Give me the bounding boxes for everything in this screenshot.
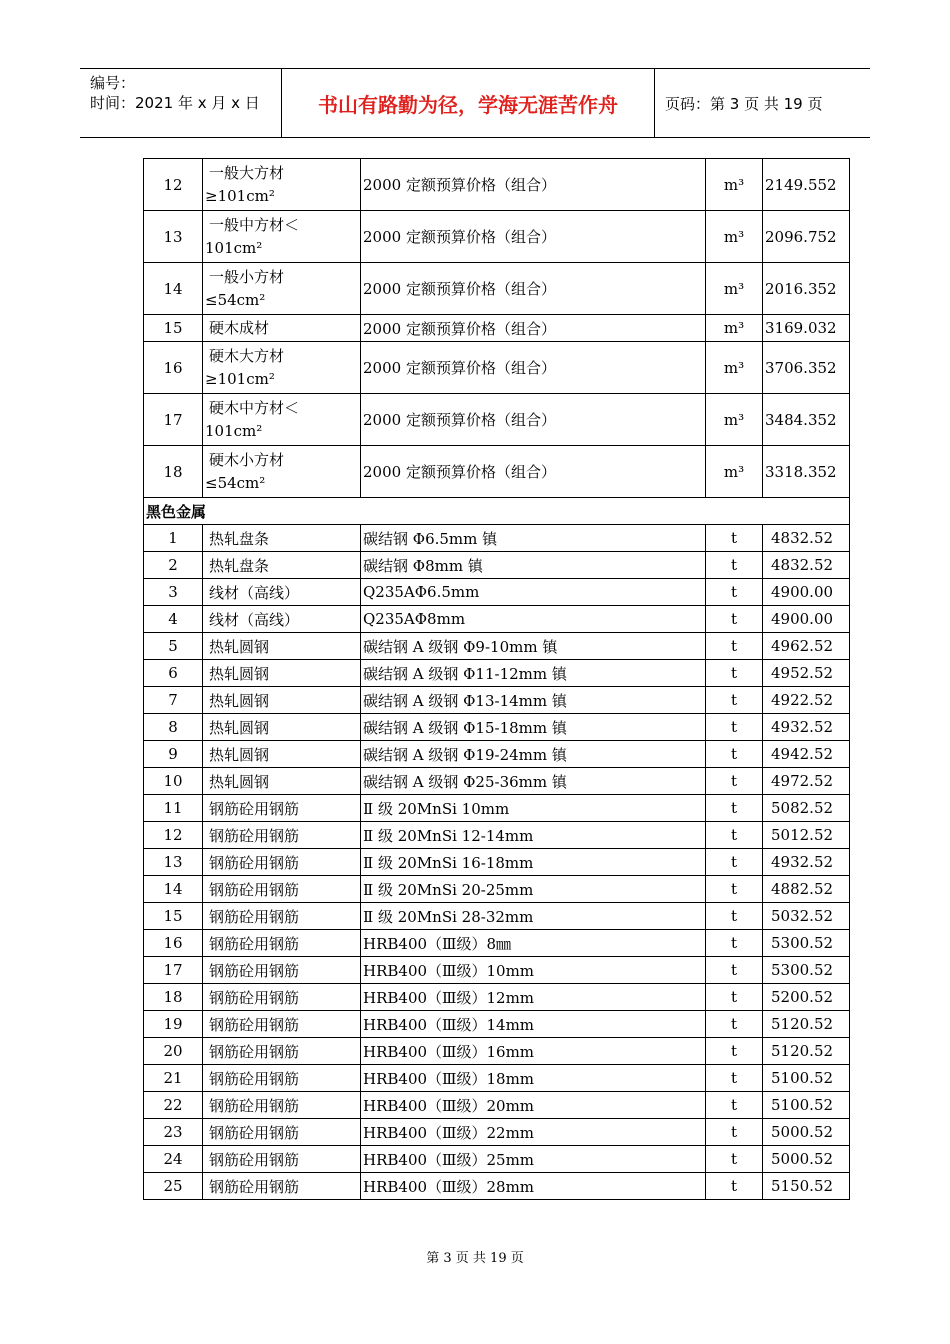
table-row: [144, 957, 850, 984]
material-unit: t: [706, 633, 763, 660]
material-unit: t: [706, 1011, 763, 1038]
material-price: 5100.52: [763, 1092, 850, 1119]
table-row: [144, 1119, 850, 1146]
table-row: [144, 687, 850, 714]
table-row: [144, 849, 850, 876]
table-row: [144, 822, 850, 849]
material-spec: Ⅱ 级 20MnSi 12-14mm: [361, 822, 706, 849]
row-number: 4: [144, 606, 203, 633]
table-row: [144, 579, 850, 606]
material-name-line2: 101cm²: [205, 238, 263, 257]
material-name: 热轧盘条: [203, 552, 361, 579]
material-spec: 2000 定额预算价格（组合）: [361, 342, 706, 394]
table-row: [144, 633, 850, 660]
material-unit: m³: [706, 211, 763, 263]
material-name: 热轧圆钢: [203, 768, 361, 795]
material-spec: HRB400（Ⅲ级）18mm: [361, 1065, 706, 1092]
material-spec: HRB400（Ⅲ级）8㎜: [361, 930, 706, 957]
material-name-line1: 硬木大方材: [209, 346, 285, 365]
material-spec: 2000 定额预算价格（组合）: [361, 315, 706, 342]
material-unit: m³: [706, 263, 763, 315]
table-row: [144, 525, 850, 552]
material-spec: HRB400（Ⅲ级）16mm: [361, 1038, 706, 1065]
material-spec: 碳结钢 A 级钢 Φ15-18mm 镇: [361, 714, 706, 741]
material-price: 4900.00: [763, 579, 850, 606]
material-price: 5032.52: [763, 903, 850, 930]
row-number: 14: [144, 263, 203, 315]
material-name: 热轧圆钢: [203, 660, 361, 687]
material-spec: 2000 定额预算价格（组合）: [361, 394, 706, 446]
row-number: 13: [144, 849, 203, 876]
material-unit: t: [706, 1038, 763, 1065]
material-name-line2: 101cm²: [205, 421, 263, 440]
material-unit: t: [706, 660, 763, 687]
material-name-line2: ≤54cm²: [205, 290, 266, 309]
material-price: 5120.52: [763, 1038, 850, 1065]
row-number: 5: [144, 633, 203, 660]
material-price: 5120.52: [763, 1011, 850, 1038]
material-spec: Ⅱ 级 20MnSi 20-25mm: [361, 876, 706, 903]
material-name-line1: 硬木成材: [209, 318, 270, 337]
row-number: 15: [144, 315, 203, 342]
row-number: 10: [144, 768, 203, 795]
table-row: [144, 795, 850, 822]
material-spec: 碳结钢 A 级钢 Φ11-12mm 镇: [361, 660, 706, 687]
row-number: 2: [144, 552, 203, 579]
row-number: 23: [144, 1119, 203, 1146]
material-name: [203, 394, 361, 446]
material-unit: m³: [706, 159, 763, 211]
header-left: [80, 69, 282, 137]
table-row: [144, 159, 850, 211]
material-spec: HRB400（Ⅲ级）22mm: [361, 1119, 706, 1146]
material-name-line1: 一般大方材: [209, 163, 285, 182]
material-spec: 碳结钢 Φ8mm 镇: [361, 552, 706, 579]
table-row: [144, 1011, 850, 1038]
row-number: 8: [144, 714, 203, 741]
material-name: 钢筋砼用钢筋: [203, 1065, 361, 1092]
material-spec: 碳结钢 A 级钢 Φ25-36mm 镇: [361, 768, 706, 795]
material-unit: t: [706, 687, 763, 714]
table-row: [144, 1092, 850, 1119]
row-number: 16: [144, 930, 203, 957]
material-name-line1: 一般小方材: [209, 267, 285, 286]
material-spec: HRB400（Ⅲ级）28mm: [361, 1173, 706, 1200]
material-spec: 2000 定额预算价格（组合）: [361, 263, 706, 315]
material-name: [203, 159, 361, 211]
material-spec: 碳结钢 Φ6.5mm 镇: [361, 525, 706, 552]
material-unit: t: [706, 1065, 763, 1092]
table-row: [144, 714, 850, 741]
material-unit: t: [706, 822, 763, 849]
price-table: [143, 158, 850, 1200]
material-unit: t: [706, 930, 763, 957]
material-price: 5000.52: [763, 1119, 850, 1146]
material-price: 3169.032: [763, 315, 850, 342]
section-title: 黑色金属: [144, 498, 850, 525]
material-price: 2016.352: [763, 263, 850, 315]
material-spec: Q235AΦ6.5mm: [361, 579, 706, 606]
material-name-line1: 硬木中方材＜: [209, 398, 300, 417]
material-unit: t: [706, 1092, 763, 1119]
row-number: 1: [144, 525, 203, 552]
material-spec: Ⅱ 级 20MnSi 28-32mm: [361, 903, 706, 930]
row-number: 19: [144, 1011, 203, 1038]
table-row: [144, 1065, 850, 1092]
material-price: 4942.52: [763, 741, 850, 768]
material-name: 热轧圆钢: [203, 714, 361, 741]
row-number: 12: [144, 822, 203, 849]
table-row: [144, 984, 850, 1011]
table-row: [144, 394, 850, 446]
material-unit: t: [706, 849, 763, 876]
material-name: 热轧圆钢: [203, 741, 361, 768]
material-spec: 碳结钢 A 级钢 Φ13-14mm 镇: [361, 687, 706, 714]
material-name: [203, 263, 361, 315]
material-name: 线材（高线）: [203, 606, 361, 633]
material-price: 4922.52: [763, 687, 850, 714]
header-motto: 书山有路勤为径，学海无涯苦作舟: [282, 69, 655, 137]
material-spec: Ⅱ 级 20MnSi 16-18mm: [361, 849, 706, 876]
material-name-line1: 一般中方材＜: [209, 215, 300, 234]
material-price: 4932.52: [763, 849, 850, 876]
table-row: [144, 903, 850, 930]
material-price: 2149.552: [763, 159, 850, 211]
material-spec: Q235AΦ8mm: [361, 606, 706, 633]
material-name: 钢筋砼用钢筋: [203, 930, 361, 957]
material-name: 钢筋砼用钢筋: [203, 1011, 361, 1038]
material-unit: t: [706, 1119, 763, 1146]
material-name: 钢筋砼用钢筋: [203, 1119, 361, 1146]
table-row: [144, 552, 850, 579]
material-unit: t: [706, 903, 763, 930]
material-price: 5200.52: [763, 984, 850, 1011]
material-unit: t: [706, 606, 763, 633]
material-price: 4900.00: [763, 606, 850, 633]
row-number: 12: [144, 159, 203, 211]
material-unit: m³: [706, 315, 763, 342]
material-name-line2: ≤54cm²: [205, 473, 266, 492]
material-name: [203, 446, 361, 498]
material-name: 热轧圆钢: [203, 687, 361, 714]
row-number: 17: [144, 394, 203, 446]
table-row: [144, 446, 850, 498]
table-row: [144, 211, 850, 263]
material-spec: 2000 定额预算价格（组合）: [361, 211, 706, 263]
row-number: 17: [144, 957, 203, 984]
row-number: 24: [144, 1146, 203, 1173]
material-unit: m³: [706, 342, 763, 394]
material-price: 3484.352: [763, 394, 850, 446]
material-unit: t: [706, 795, 763, 822]
row-number: 22: [144, 1092, 203, 1119]
material-name: 钢筋砼用钢筋: [203, 849, 361, 876]
material-spec: Ⅱ 级 20MnSi 10mm: [361, 795, 706, 822]
material-unit: t: [706, 525, 763, 552]
material-unit: m³: [706, 446, 763, 498]
material-name: 钢筋砼用钢筋: [203, 876, 361, 903]
material-unit: t: [706, 714, 763, 741]
material-spec: 2000 定额预算价格（组合）: [361, 159, 706, 211]
material-price: 4932.52: [763, 714, 850, 741]
material-price: 5300.52: [763, 957, 850, 984]
material-price: 5012.52: [763, 822, 850, 849]
row-number: 9: [144, 741, 203, 768]
table-row: [144, 606, 850, 633]
material-name: [203, 342, 361, 394]
material-price: 4832.52: [763, 552, 850, 579]
material-name: 热轧圆钢: [203, 633, 361, 660]
header-number-label: 编号：: [90, 74, 136, 92]
material-name: 钢筋砼用钢筋: [203, 957, 361, 984]
row-number: 21: [144, 1065, 203, 1092]
material-spec: 2000 定额预算价格（组合）: [361, 446, 706, 498]
material-unit: t: [706, 1146, 763, 1173]
material-spec: 碳结钢 A 级钢 Φ9-10mm 镇: [361, 633, 706, 660]
material-name: 钢筋砼用钢筋: [203, 822, 361, 849]
material-unit: t: [706, 876, 763, 903]
material-spec: HRB400（Ⅲ级）20mm: [361, 1092, 706, 1119]
material-name: 线材（高线）: [203, 579, 361, 606]
header-time-label: 时间：2021 年 x 月 x 日: [90, 94, 260, 112]
material-price: 3706.352: [763, 342, 850, 394]
table-row: [144, 1173, 850, 1200]
material-name: 钢筋砼用钢筋: [203, 1038, 361, 1065]
row-number: 18: [144, 446, 203, 498]
material-price: 4832.52: [763, 525, 850, 552]
table-row: [144, 315, 850, 342]
row-number: 7: [144, 687, 203, 714]
table-row: [144, 1038, 850, 1065]
material-price: 5082.52: [763, 795, 850, 822]
material-name-line1: 硬木小方材: [209, 450, 285, 469]
material-name-line2: ≥101cm²: [205, 186, 275, 205]
table-row: [144, 1146, 850, 1173]
row-number: 15: [144, 903, 203, 930]
material-name: 钢筋砼用钢筋: [203, 1173, 361, 1200]
material-unit: t: [706, 1173, 763, 1200]
material-price: 4962.52: [763, 633, 850, 660]
material-unit: t: [706, 768, 763, 795]
material-name: [203, 211, 361, 263]
material-name: 钢筋砼用钢筋: [203, 903, 361, 930]
table-row: [144, 930, 850, 957]
material-spec: HRB400（Ⅲ级）14mm: [361, 1011, 706, 1038]
material-unit: t: [706, 984, 763, 1011]
material-spec: HRB400（Ⅲ级）25mm: [361, 1146, 706, 1173]
table-row: [144, 876, 850, 903]
row-number: 13: [144, 211, 203, 263]
material-price: 4882.52: [763, 876, 850, 903]
row-number: 11: [144, 795, 203, 822]
row-number: 14: [144, 876, 203, 903]
row-number: 18: [144, 984, 203, 1011]
material-name: 热轧盘条: [203, 525, 361, 552]
material-price: 5100.52: [763, 1065, 850, 1092]
material-name: 钢筋砼用钢筋: [203, 984, 361, 1011]
material-unit: m³: [706, 394, 763, 446]
row-number: 20: [144, 1038, 203, 1065]
row-number: 16: [144, 342, 203, 394]
material-unit: t: [706, 579, 763, 606]
row-number: 6: [144, 660, 203, 687]
material-unit: t: [706, 957, 763, 984]
material-unit: t: [706, 552, 763, 579]
material-spec: 碳结钢 A 级钢 Φ19-24mm 镇: [361, 741, 706, 768]
material-price: 4972.52: [763, 768, 850, 795]
material-name: 钢筋砼用钢筋: [203, 795, 361, 822]
table-row: [144, 660, 850, 687]
row-number: 3: [144, 579, 203, 606]
material-name-line2: ≥101cm²: [205, 369, 275, 388]
material-price: 5300.52: [763, 930, 850, 957]
material-name: 钢筋砼用钢筋: [203, 1146, 361, 1173]
material-unit: t: [706, 741, 763, 768]
material-name: [203, 315, 361, 342]
table-row: [144, 768, 850, 795]
material-name: 钢筋砼用钢筋: [203, 1092, 361, 1119]
section-row: [144, 498, 850, 525]
table-row: [144, 263, 850, 315]
table-row: [144, 741, 850, 768]
price-table-body: [144, 159, 850, 1200]
material-price: 2096.752: [763, 211, 850, 263]
table-row: [144, 342, 850, 394]
material-price: 5150.52: [763, 1173, 850, 1200]
material-spec: HRB400（Ⅲ级）10mm: [361, 957, 706, 984]
page-footer: 第 3 页 共 19 页: [426, 1251, 524, 1266]
material-spec: HRB400（Ⅲ级）12mm: [361, 984, 706, 1011]
material-price: 3318.352: [763, 446, 850, 498]
material-price: 5000.52: [763, 1146, 850, 1173]
material-price: 4952.52: [763, 660, 850, 687]
row-number: 25: [144, 1173, 203, 1200]
page-header: [80, 68, 870, 138]
header-page-info: 页码：第 3 页 共 19 页: [665, 94, 823, 113]
